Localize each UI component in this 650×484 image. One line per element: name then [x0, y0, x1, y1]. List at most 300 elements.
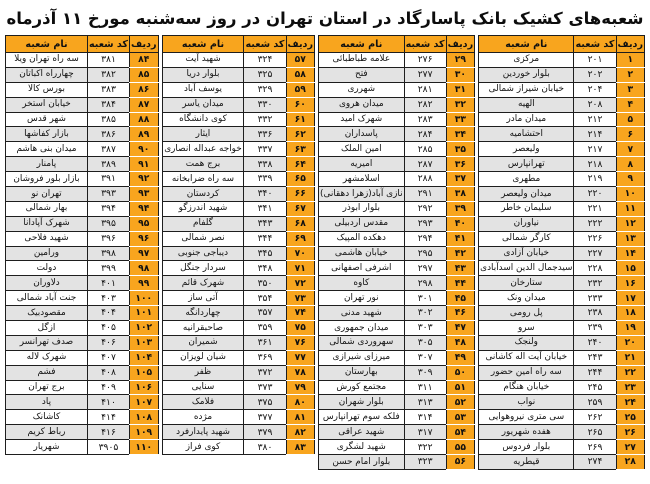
branch-code-cell: ۳۹۰۵ — [87, 440, 129, 455]
header-row — [319, 36, 475, 53]
branch-rows-group-2 — [319, 53, 475, 470]
table-row — [319, 455, 475, 470]
table-row — [162, 425, 315, 440]
row-number-cell: ۵۴ — [446, 425, 474, 440]
branch-name-cell: ورامین — [6, 246, 88, 261]
branch-code-cell: ۲۹۲ — [404, 201, 446, 216]
branch-code-cell: ۲۸۲ — [404, 97, 446, 112]
row-number-cell: ۵۸ — [286, 67, 314, 82]
row-number-cell: ۷۸ — [286, 365, 314, 380]
row-number-cell: ۸۳ — [286, 440, 314, 455]
row-number-cell: ۶۳ — [286, 142, 314, 157]
row-number-cell: ۸۴ — [130, 53, 158, 68]
branch-code-cell: ۳۱۴ — [404, 410, 446, 425]
branch-name-cell: شهید اندرزگو — [162, 201, 244, 216]
branch-name-cell: دهکده المپیک — [319, 231, 405, 246]
row-number-cell: ۶۶ — [286, 187, 314, 202]
branch-name-cell: سلیمان خاطر — [479, 201, 574, 216]
table-row — [6, 172, 159, 187]
branch-code-cell: ۲۲۸ — [574, 261, 616, 276]
table-row — [6, 157, 159, 172]
header-row — [6, 36, 159, 53]
row-number-cell: ۳۷ — [446, 172, 474, 187]
row-number-cell: ۸۵ — [130, 67, 158, 82]
branch-code-cell: ۴۱۴ — [87, 410, 129, 425]
branch-code-cell: ۳۰۲ — [404, 306, 446, 321]
row-number-cell: ۴۶ — [446, 306, 474, 321]
branch-tables-container — [0, 35, 650, 470]
row-number-cell: ۵۲ — [446, 395, 474, 410]
row-number-cell: ۷۹ — [286, 380, 314, 395]
branch-name-cell: سرو — [479, 321, 574, 336]
table-row — [479, 231, 645, 246]
header-row — [479, 36, 645, 53]
table-row — [6, 425, 159, 440]
row-number-cell: ۱۰۳ — [130, 335, 158, 350]
table-row — [479, 291, 645, 306]
row-number-cell: ۷۶ — [286, 335, 314, 350]
table-row — [319, 127, 475, 142]
branch-code-cell: ۲۲۷ — [574, 246, 616, 261]
row-number-cell: ۱۹ — [616, 321, 644, 336]
table-row — [479, 82, 645, 97]
branch-name-cell: صدف تهرانسر — [6, 335, 88, 350]
branch-name-cell: نازی آباد(زهرا دهقانی) — [319, 187, 405, 202]
branch-name-cell: سی متری نیروهوایی — [479, 410, 574, 425]
row-number-cell: ۲۳ — [616, 380, 644, 395]
branch-name-cell: شهید عراقی — [319, 425, 405, 440]
table-row — [6, 350, 159, 365]
branch-code-cell: ۲۳۹ — [574, 321, 616, 336]
row-number-cell: ۸۸ — [130, 112, 158, 127]
table-header — [479, 36, 645, 53]
branch-code-cell: ۲۸۴ — [404, 127, 446, 142]
row-number-cell: ۲ — [616, 67, 644, 82]
branch-rows-group-4 — [6, 53, 159, 455]
table-row — [162, 306, 315, 321]
row-number-cell: ۸۹ — [130, 127, 158, 142]
row-number-cell: ۳۵ — [446, 142, 474, 157]
branch-name-cell: مرکزی — [479, 53, 574, 68]
branch-code-cell: ۲۸۱ — [404, 82, 446, 97]
table-row — [162, 410, 315, 425]
branch-code-cell: ۳۳۸ — [244, 157, 286, 172]
table-row — [319, 67, 475, 82]
row-number-cell: ۶۵ — [286, 172, 314, 187]
row-number-cell: ۱۰۹ — [130, 425, 158, 440]
table-row — [6, 321, 159, 336]
table-row — [479, 172, 645, 187]
branch-name-cell: کردستان — [162, 187, 244, 202]
table-row — [6, 142, 159, 157]
branch-code-cell: ۳۲۳ — [404, 455, 446, 470]
branch-code-cell: ۲۶۹ — [574, 440, 616, 455]
branch-name-cell: سه راه تهران ویلا — [6, 53, 88, 68]
row-number-cell: ۸۶ — [130, 82, 158, 97]
branch-code-cell: ۳۸۰ — [244, 440, 286, 455]
branch-name-cell: میدان بنی هاشم — [6, 142, 88, 157]
branch-code-cell: ۲۰۲ — [574, 67, 616, 82]
branch-code-cell: ۲۰۱ — [574, 53, 616, 68]
row-number-cell: ۹۴ — [130, 201, 158, 216]
table-row — [479, 321, 645, 336]
table-row — [479, 261, 645, 276]
row-number-cell: ۱۰۷ — [130, 395, 158, 410]
branch-name-cell: احتشامیه — [479, 127, 574, 142]
table-row — [6, 201, 159, 216]
branch-name-cell: اشرفی اصفهانی — [319, 261, 405, 276]
branch-name-cell: خیابان استخر — [6, 97, 88, 112]
branch-name-cell: نواب — [479, 395, 574, 410]
branch-code-cell: ۲۱۴ — [574, 127, 616, 142]
table-row — [6, 53, 159, 68]
table-row — [319, 53, 475, 68]
table-row — [479, 67, 645, 82]
table-row — [6, 127, 159, 142]
col-header-code: کد شعبه — [404, 36, 446, 53]
branch-code-cell: ۳۸۹ — [87, 157, 129, 172]
row-number-cell: ۷۱ — [286, 261, 314, 276]
row-number-cell: ۸۰ — [286, 395, 314, 410]
row-number-cell: ۲۲ — [616, 365, 644, 380]
branch-name-cell: صاحبقرانیه — [162, 321, 244, 336]
table-row — [6, 335, 159, 350]
table-row — [6, 380, 159, 395]
branch-code-cell: ۳۹۶ — [87, 231, 129, 246]
row-number-cell: ۶۷ — [286, 201, 314, 216]
table-row — [479, 142, 645, 157]
table-row — [162, 82, 315, 97]
row-number-cell: ۵۶ — [446, 455, 474, 470]
row-number-cell: ۵۱ — [446, 380, 474, 395]
branch-name-cell: کاوه — [319, 276, 405, 291]
col-header-code: کد شعبه — [574, 36, 616, 53]
table-row — [162, 67, 315, 82]
branch-name-cell: نور تهران — [319, 291, 405, 306]
row-number-cell: ۱۰۰ — [130, 291, 158, 306]
branch-name-cell: آتی ساز — [162, 291, 244, 306]
branch-code-cell: ۲۹۴ — [404, 231, 446, 246]
table-row — [6, 276, 159, 291]
branch-name-cell: ایثار — [162, 127, 244, 142]
branch-code-cell: ۳۸۲ — [87, 67, 129, 82]
row-number-cell: ۲۵ — [616, 410, 644, 425]
header-row — [162, 36, 315, 53]
row-number-cell: ۶ — [616, 127, 644, 142]
branch-code-cell: ۴۰۵ — [87, 321, 129, 336]
row-number-cell: ۳۸ — [446, 187, 474, 202]
branch-code-cell: ۲۱۸ — [574, 157, 616, 172]
row-number-cell: ۱۴ — [616, 246, 644, 261]
table-row — [479, 246, 645, 261]
branch-name-cell: شهید آیت — [162, 53, 244, 68]
branch-name-cell: ظفر — [162, 365, 244, 380]
branch-code-cell: ۳۷۷ — [244, 410, 286, 425]
branch-code-cell: ۴۰۴ — [87, 306, 129, 321]
branch-code-cell: ۳۲۹ — [244, 82, 286, 97]
branch-code-cell: ۳۵۷ — [244, 306, 286, 321]
branch-code-cell: ۳۰۳ — [404, 321, 446, 336]
row-number-cell: ۷۵ — [286, 321, 314, 336]
branch-code-cell: ۳۸۷ — [87, 142, 129, 157]
branch-code-cell: ۳۴۰ — [244, 187, 286, 202]
table-row — [479, 455, 645, 470]
branch-code-cell: ۲۰۴ — [574, 82, 616, 97]
branch-name-cell: نصر شمالی — [162, 231, 244, 246]
branch-code-cell: ۳۷۹ — [244, 425, 286, 440]
branch-code-cell: ۳۵۴ — [244, 291, 286, 306]
branch-code-cell: ۳۷۲ — [244, 365, 286, 380]
branch-code-cell: ۳۹۳ — [87, 187, 129, 202]
branch-code-cell: ۳۵۰ — [244, 276, 286, 291]
branch-name-cell: شهرک لاله — [6, 350, 88, 365]
branch-name-cell: علامه طباطبائی — [319, 53, 405, 68]
row-number-cell: ۲۱ — [616, 350, 644, 365]
table-row — [319, 440, 475, 455]
branch-code-cell: ۲۸۸ — [404, 172, 446, 187]
branch-name-cell: ازگل — [6, 321, 88, 336]
table-row — [162, 216, 315, 231]
table-row — [162, 246, 315, 261]
row-number-cell: ۵۰ — [446, 365, 474, 380]
table-row — [479, 201, 645, 216]
col-header-name: نام شعبه — [6, 36, 88, 53]
branch-code-cell: ۳۸۵ — [87, 112, 129, 127]
branch-name-cell: الهیه — [479, 97, 574, 112]
branch-name-cell: مطهری — [479, 172, 574, 187]
branch-name-cell: میدان ولیعصر — [479, 187, 574, 202]
row-number-cell: ۹۰ — [130, 142, 158, 157]
table-row — [162, 231, 315, 246]
branch-code-cell: ۳۴۴ — [244, 231, 286, 246]
branch-table-group-2 — [318, 35, 475, 470]
branch-name-cell: دولت — [6, 261, 88, 276]
branch-name-cell: کارگر شمالی — [479, 231, 574, 246]
table-row — [162, 112, 315, 127]
row-number-cell: ۹۲ — [130, 172, 158, 187]
col-header-name: نام شعبه — [319, 36, 405, 53]
branch-name-cell: رباط کریم — [6, 425, 88, 440]
branch-name-cell: میدان ونک — [479, 291, 574, 306]
branch-name-cell: سه راه امین حضور — [479, 365, 574, 380]
branch-rows-group-3 — [162, 53, 315, 455]
branch-code-cell: ۳۹۸ — [87, 246, 129, 261]
row-number-cell: ۱۸ — [616, 306, 644, 321]
row-number-cell: ۹۸ — [130, 261, 158, 276]
branch-name-cell: قیطریه — [479, 455, 574, 470]
branch-name-cell: بازار کفاشها — [6, 127, 88, 142]
table-row — [479, 410, 645, 425]
branch-code-cell: ۴۰۳ — [87, 291, 129, 306]
branch-code-cell: ۲۶۲ — [574, 410, 616, 425]
row-number-cell: ۷۳ — [286, 291, 314, 306]
row-number-cell: ۳ — [616, 82, 644, 97]
branch-name-cell: پاسداران — [319, 127, 405, 142]
branch-code-cell: ۳۵۹ — [244, 321, 286, 336]
table-row — [319, 157, 475, 172]
branch-code-cell: ۴۰۶ — [87, 335, 129, 350]
table-row — [162, 53, 315, 68]
branch-code-cell: ۲۹۳ — [404, 216, 446, 231]
table-header — [319, 36, 475, 53]
branch-code-cell: ۲۵۹ — [574, 395, 616, 410]
branch-name-cell: اسلامشهر — [319, 172, 405, 187]
row-number-cell: ۲۹ — [446, 53, 474, 68]
row-number-cell: ۹ — [616, 172, 644, 187]
branch-name-cell: خیابان شیراز شمالی — [479, 82, 574, 97]
table-row — [319, 350, 475, 365]
branch-code-cell: ۳۲۲ — [404, 440, 446, 455]
table-row — [6, 440, 159, 455]
branch-code-cell: ۲۰۸ — [574, 97, 616, 112]
table-row — [479, 53, 645, 68]
col-header-radif: ردیف — [130, 36, 158, 53]
row-number-cell: ۲۴ — [616, 395, 644, 410]
table-row — [6, 246, 159, 261]
branch-name-cell: هفده شهریور — [479, 425, 574, 440]
table-row — [162, 335, 315, 350]
table-row — [6, 291, 159, 306]
branch-code-cell: ۲۲۲ — [574, 216, 616, 231]
row-number-cell: ۹۵ — [130, 216, 158, 231]
table-row — [319, 187, 475, 202]
branch-name-cell: برج همت — [162, 157, 244, 172]
row-number-cell: ۸۱ — [286, 410, 314, 425]
table-row — [479, 395, 645, 410]
row-number-cell: ۱۰۶ — [130, 380, 158, 395]
table-row — [162, 395, 315, 410]
branch-name-cell: خیابان آزادی — [479, 246, 574, 261]
branch-code-cell: ۲۱۷ — [574, 142, 616, 157]
branch-code-cell: ۲۲۰ — [574, 187, 616, 202]
col-header-code: کد شعبه — [244, 36, 286, 53]
branch-name-cell: بهار شمالی — [6, 201, 88, 216]
row-number-cell: ۵۵ — [446, 440, 474, 455]
branch-name-cell: شهرک آپادانا — [6, 216, 88, 231]
table-row — [6, 82, 159, 97]
branch-code-cell: ۳۸۴ — [87, 97, 129, 112]
branch-code-cell: ۳۹۹ — [87, 261, 129, 276]
table-row — [6, 187, 159, 202]
row-number-cell: ۸۷ — [130, 97, 158, 112]
branch-code-cell: ۳۳۲ — [244, 112, 286, 127]
table-row — [6, 67, 159, 82]
branch-code-cell: ۲۱۲ — [574, 112, 616, 127]
branch-code-cell: ۳۳۷ — [244, 142, 286, 157]
col-header-name: نام شعبه — [162, 36, 244, 53]
table-row — [479, 187, 645, 202]
row-number-cell: ۹۳ — [130, 187, 158, 202]
row-number-cell: ۱۰۴ — [130, 350, 158, 365]
branch-name-cell: کوی دانشگاه — [162, 112, 244, 127]
branch-name-cell: مژده — [162, 410, 244, 425]
table-row — [479, 350, 645, 365]
branch-code-cell: ۴۰۷ — [87, 350, 129, 365]
branch-name-cell: شهید مدنی — [319, 306, 405, 321]
table-row — [319, 395, 475, 410]
row-number-cell: ۱۰ — [616, 187, 644, 202]
branch-code-cell: ۳۸۱ — [87, 53, 129, 68]
row-number-cell: ۶۴ — [286, 157, 314, 172]
row-number-cell: ۱۰۵ — [130, 365, 158, 380]
branch-name-cell: بلوار دریا — [162, 67, 244, 82]
col-header-radif: ردیف — [616, 36, 644, 53]
branch-name-cell: مقدس اردبیلی — [319, 216, 405, 231]
table-row — [479, 440, 645, 455]
row-number-cell: ۲۷ — [616, 440, 644, 455]
branch-name-cell: شهریار — [6, 440, 88, 455]
row-number-cell: ۴ — [616, 97, 644, 112]
row-number-cell: ۵۳ — [446, 410, 474, 425]
branch-code-cell: ۳۳۶ — [244, 127, 286, 142]
branch-table-group-1 — [478, 35, 645, 470]
branch-code-cell: ۲۴۴ — [574, 365, 616, 380]
branch-code-cell: ۳۴۱ — [244, 201, 286, 216]
row-number-cell: ۵۹ — [286, 82, 314, 97]
row-number-cell: ۱۶ — [616, 276, 644, 291]
branch-name-cell: میرزای شیرازی — [319, 350, 405, 365]
branch-code-cell: ۴۰۸ — [87, 365, 129, 380]
branch-name-cell: کاشانک — [6, 410, 88, 425]
table-row — [6, 261, 159, 276]
branch-name-cell: مجتمع کورش — [319, 380, 405, 395]
table-row — [319, 142, 475, 157]
table-row — [479, 127, 645, 142]
branch-code-cell: ۲۳۲ — [574, 276, 616, 291]
branch-code-cell: ۲۴۳ — [574, 350, 616, 365]
row-number-cell: ۱۳ — [616, 231, 644, 246]
table-row — [162, 321, 315, 336]
row-number-cell: ۴۹ — [446, 350, 474, 365]
table-row — [162, 142, 315, 157]
table-row — [319, 216, 475, 231]
table-row — [6, 365, 159, 380]
table-row — [6, 112, 159, 127]
table-row — [479, 276, 645, 291]
branch-name-cell: شهرک قائم — [162, 276, 244, 291]
branch-name-cell: پامنار — [6, 157, 88, 172]
table-row — [479, 365, 645, 380]
table-row — [162, 157, 315, 172]
row-number-cell: ۶۲ — [286, 127, 314, 142]
branch-name-cell: شهید فلاحی — [6, 231, 88, 246]
branch-name-cell: ولنجک — [479, 335, 574, 350]
row-number-cell: ۴۵ — [446, 291, 474, 306]
table-row — [162, 261, 315, 276]
branch-name-cell: ستارخان — [479, 276, 574, 291]
row-number-cell: ۷۴ — [286, 306, 314, 321]
table-row — [6, 395, 159, 410]
table-row — [319, 246, 475, 261]
branch-name-cell: مقصودبیک — [6, 306, 88, 321]
branch-table-group-3 — [162, 35, 316, 455]
branch-code-cell: ۴۱۰ — [87, 395, 129, 410]
branch-name-cell: تهران نو — [6, 187, 88, 202]
branch-name-cell: میدان هروی — [319, 97, 405, 112]
branch-name-cell: سه راه ضرابخانه — [162, 172, 244, 187]
table-row — [6, 306, 159, 321]
branch-code-cell: ۲۸۳ — [404, 112, 446, 127]
branch-code-cell: ۲۴۰ — [574, 335, 616, 350]
branch-name-cell: فلکه سوم تهرانپارس — [319, 410, 405, 425]
branch-code-cell: ۲۱۹ — [574, 172, 616, 187]
table-row — [162, 172, 315, 187]
row-number-cell: ۱۲ — [616, 216, 644, 231]
branch-name-cell: فتح — [319, 67, 405, 82]
branch-code-cell: ۳۹۱ — [87, 172, 129, 187]
branch-name-cell: نیاوران — [479, 216, 574, 231]
table-row — [6, 97, 159, 112]
